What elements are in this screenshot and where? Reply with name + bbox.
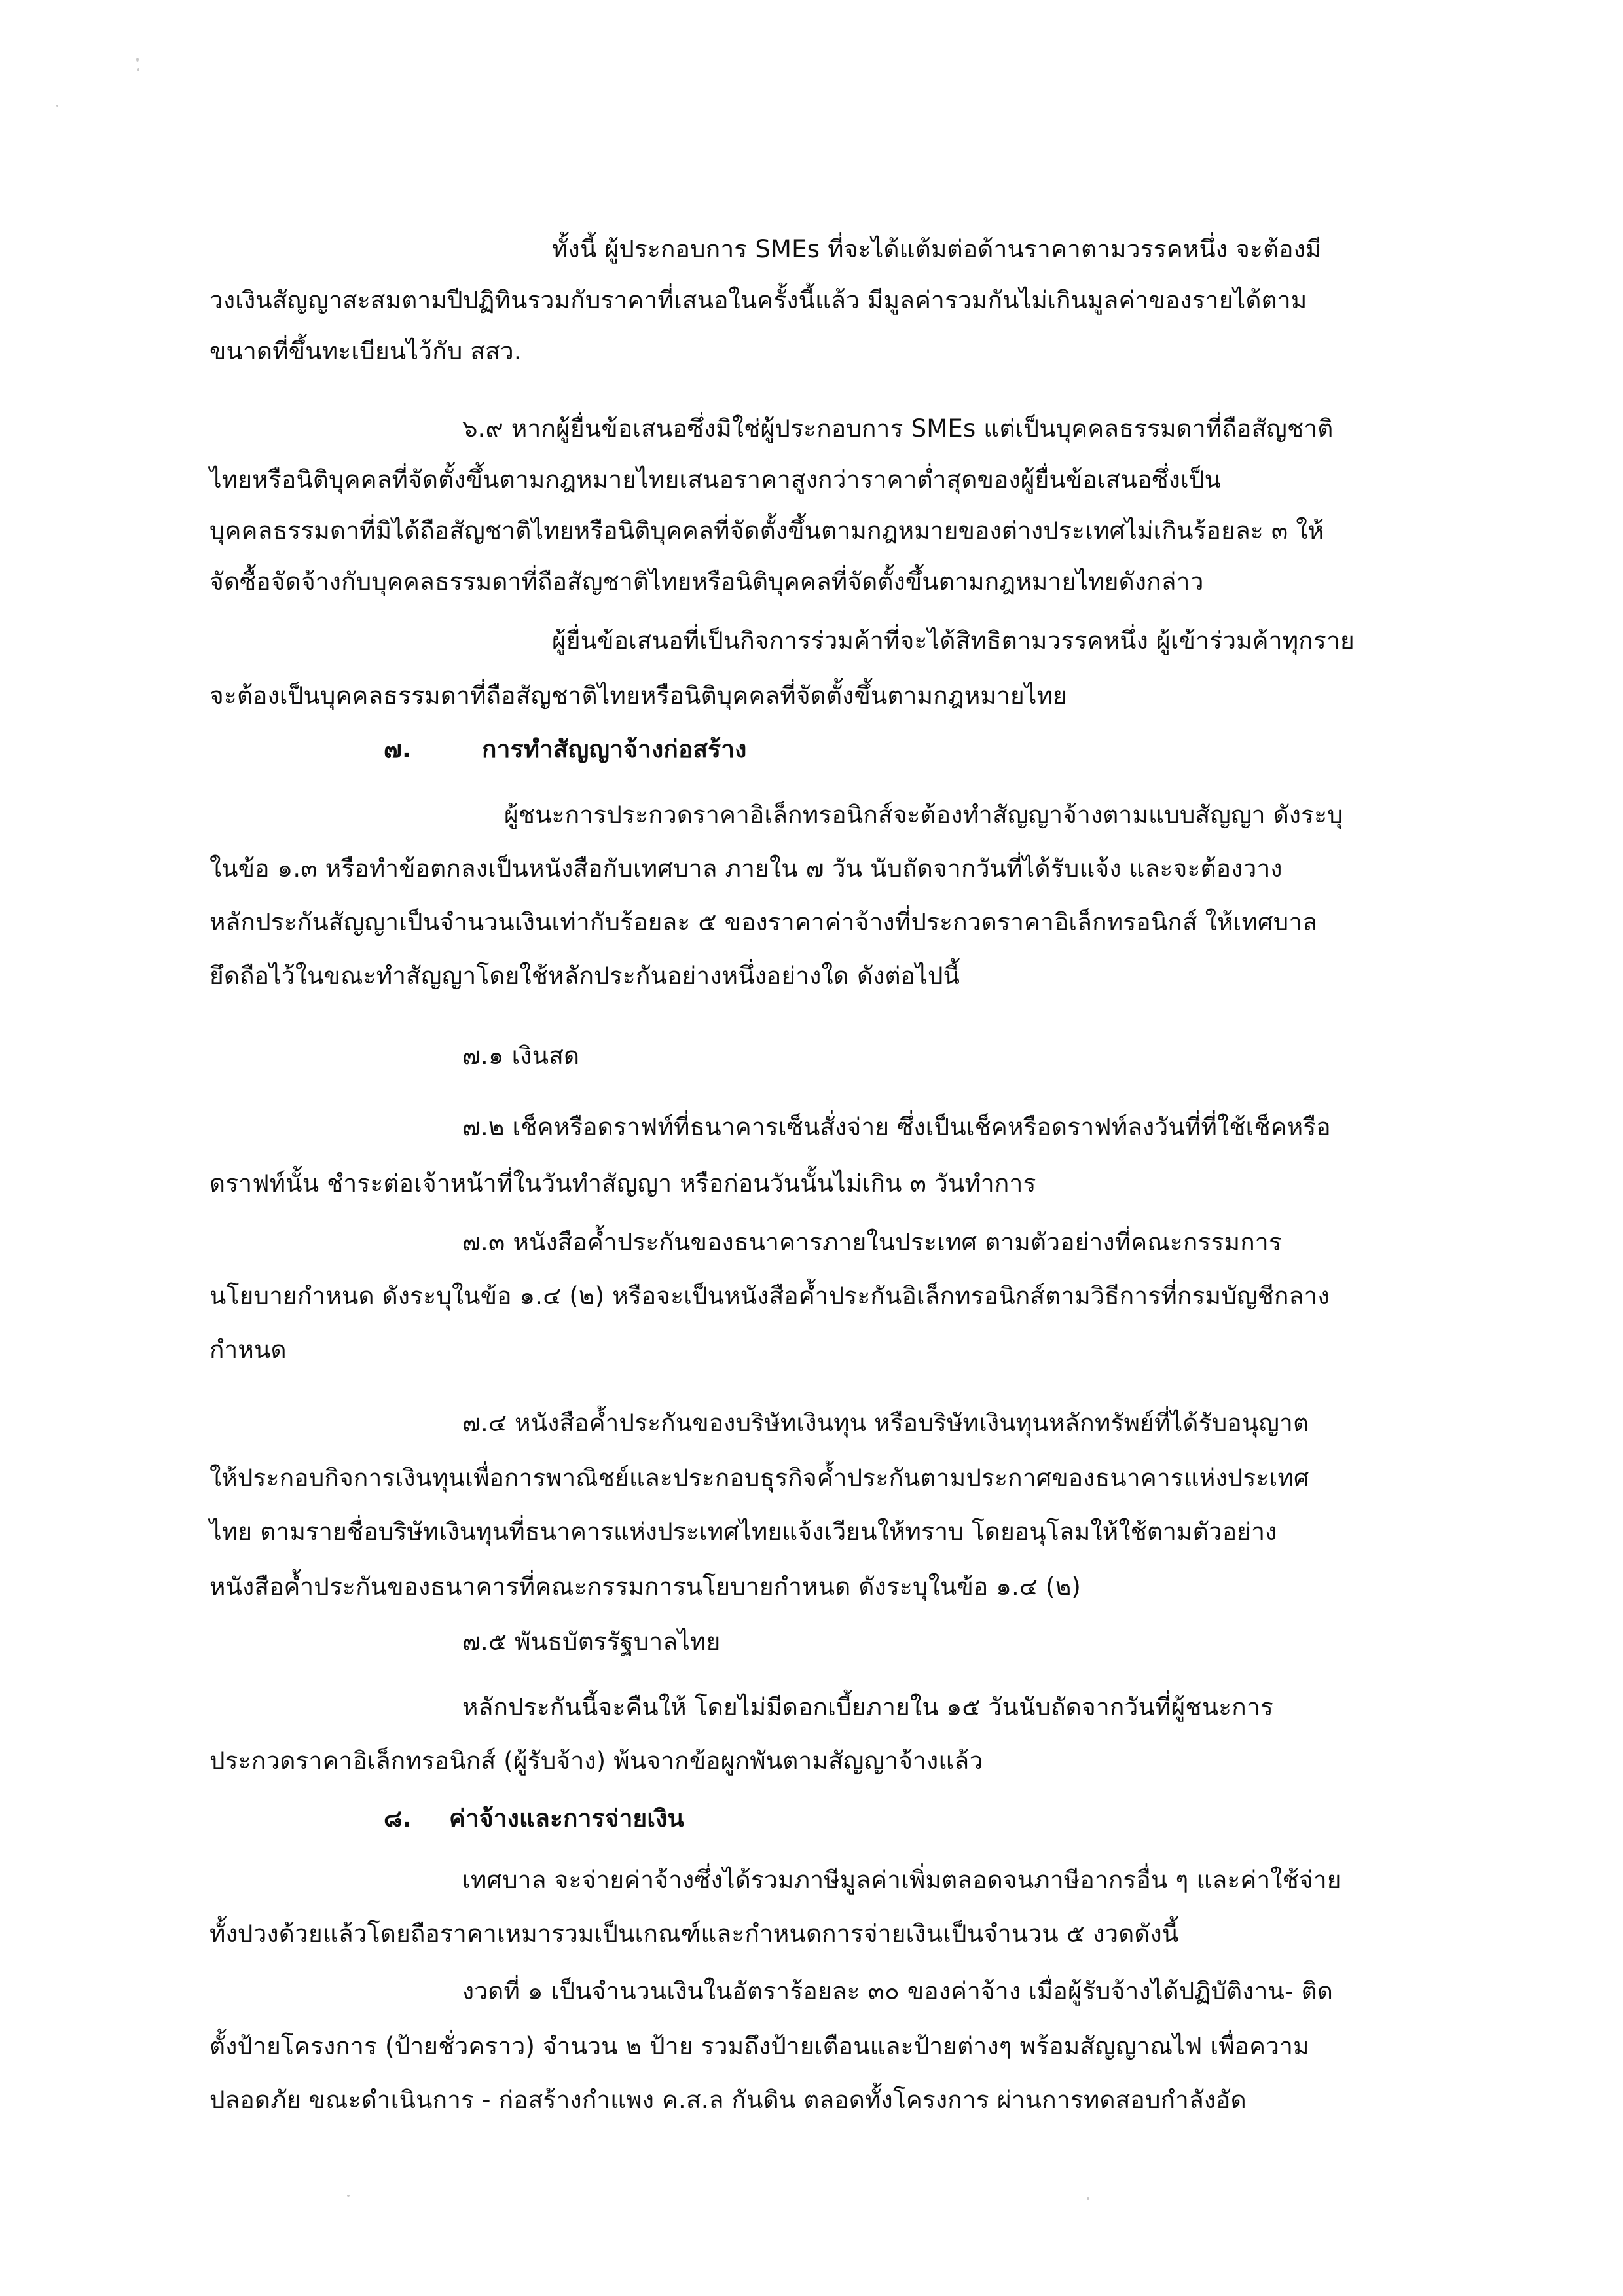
scan-speck — [347, 2195, 350, 2197]
section-heading — [384, 1800, 684, 1837]
paragraph-line: บุคคลธรรมดาที่มิได้ถือสัญชาติไทยหรือนิติบุคคลที่จัดตั้งขึ้นตามกฎหมายของต่างประเทศไม่เกินร้อยละ ๓ ให้ — [210, 517, 1324, 545]
list-item: ๗.๔ หนังสือค้ำประกันของบริษัทเงินทุน หรือบริษัทเงินทุนหลักทรัพย์ที่ได้รับอนุญาต — [462, 1409, 1309, 1437]
paragraph-line: ทั้งนี้ ผู้ประกอบการ SMEs ที่จะได้แต้มต่อด้านราคาตามวรรคหนึ่ง จะต้องมี — [552, 235, 1322, 263]
paragraph-line: ไทย ตามรายชื่อบริษัทเงินทุนที่ธนาคารแห่งประเทศไทยแจ้งเวียนให้ทราบ โดยอนุโลมให้ใช้ตามตัวอย่าง — [210, 1518, 1277, 1546]
paragraph-line: เทศบาล จะจ่ายค่าจ้างซึ่งได้รวมภาษีมูลค่าเพิ่มตลอดจนภาษีอากรอื่น ๆ และค่าใช้จ่าย — [462, 1866, 1341, 1894]
paragraph-line: ให้ประกอบกิจการเงินทุนเพื่อการพาณิชย์และประกอบธุรกิจค้ำประกันตามประกาศของธนาคารแห่งประเทศ — [210, 1464, 1309, 1492]
paragraph-line: หลักประกันสัญญาเป็นจำนวนเงินเท่ากับร้อยละ ๕ ของราคาค่าจ้างที่ประกวดราคาอิเล็กทรอนิกส์ ให้เทศบาล — [210, 908, 1318, 936]
paragraph-line: หนังสือค้ำประกันของธนาคารที่คณะกรรมการนโยบายกำหนด ดังระบุในข้อ ๑.๔ (๒) — [210, 1573, 1082, 1601]
paragraph-line: จะต้องเป็นบุคคลธรรมดาที่ถือสัญชาติไทยหรือนิติบุคคลที่จัดตั้งขึ้นตามกฎหมายไทย — [210, 682, 1068, 710]
list-item: ๗.๕ พันธบัตรรัฐบาลไทย — [462, 1628, 721, 1656]
paragraph-line: ประกวดราคาอิเล็กทรอนิกส์ (ผู้รับจ้าง) พ้นจากข้อผูกพันตามสัญญาจ้างแล้ว — [210, 1747, 983, 1775]
paragraph-line: ปลอดภัย ขณะดำเนินการ - ก่อสร้างกำแพง ค.ส.ล กันดิน ตลอดทั้งโครงการ ผ่านการทดสอบกำลังอัด — [210, 2086, 1247, 2114]
paragraph-line: หลักประกันนี้จะคืนให้ โดยไม่มีดอกเบี้ยภายใน ๑๕ วันนับถัดจากวันที่ผู้ชนะการ — [462, 1693, 1273, 1721]
paragraph-line: ในข้อ ๑.๓ หรือทำข้อตกลงเป็นหนังสือกับเทศบาล ภายใน ๗ วัน นับถัดจากวันที่ได้รับแจ้ง และจะต้องวาง — [210, 854, 1283, 883]
scan-speck — [1087, 2197, 1089, 2200]
section-title: ค่าจ้างและการจ่ายเงิน — [449, 1804, 685, 1832]
paragraph-line: ดราฟท์นั้น ชำระต่อเจ้าหน้าที่ในวันทำสัญญา หรือก่อนวันนั้นไม่เกิน ๓ วันทำการ — [210, 1169, 1036, 1197]
list-item: ๗.๓ หนังสือค้ำประกันของธนาคารภายในประเทศ ตามตัวอย่างที่คณะกรรมการ — [462, 1228, 1282, 1256]
paragraph-line: ผู้ชนะการประกวดราคาอิเล็กทรอนิกส์จะต้องทำสัญญาจ้างตามแบบสัญญา ดังระบุ — [504, 801, 1343, 829]
paragraph-line: จัดซื้อจัดจ้างกับบุคคลธรรมดาที่ถือสัญชาติไทยหรือนิติบุคคลที่จัดตั้งขึ้นตามกฎหมายไทยดังกล่าว — [210, 568, 1204, 596]
paragraph-line: ไทยหรือนิติบุคคลที่จัดตั้งขึ้นตามกฎหมายไทยเสนอราคาสูงกว่าราคาต่ำสุดของผู้ยื่นข้อเสนอซึ่งเป็น — [210, 465, 1222, 494]
section-heading — [384, 731, 746, 768]
scan-speck — [56, 105, 58, 107]
scan-speck — [136, 58, 139, 62]
section-title: การทำสัญญาจ้างก่อสร้าง — [482, 735, 747, 763]
scan-speck — [137, 68, 139, 71]
paragraph-line: ๖.๙ หากผู้ยื่นข้อเสนอซึ่งมิใช่ผู้ประกอบการ SMEs แต่เป็นบุคคลธรรมดาที่ถือสัญชาติ — [462, 414, 1334, 443]
paragraph-line: ตั้งป้ายโครงการ (ป้ายชั่วคราว) จำนวน ๒ ป้าย รวมถึงป้ายเตือนและป้ายต่างๆ พร้อมสัญญาณไฟ เพื่อความ — [210, 2032, 1309, 2060]
paragraph-line: ผู้ยื่นข้อเสนอที่เป็นกิจการร่วมค้าที่จะได้สิทธิตามวรรคหนึ่ง ผู้เข้าร่วมค้าทุกราย — [552, 627, 1355, 655]
paragraph-line: ยึดถือไว้ในขณะทำสัญญาโดยใช้หลักประกันอย่างหนึ่งอย่างใด ดังต่อไปนี้ — [210, 962, 960, 990]
paragraph-line: วงเงินสัญญาสะสมตามปีปฏิทินรวมกับราคาที่เสนอในครั้งนี้แล้ว มีมูลค่ารวมกันไม่เกินมูลค่าของรายได้ตาม — [210, 286, 1307, 314]
paragraph-line: กำหนด — [210, 1336, 287, 1364]
list-item: ๗.๒ เช็คหรือดราฟท์ที่ธนาคารเซ็นสั่งจ่าย ซึ่งเป็นเช็คหรือดราฟท์ลงวันที่ที่ใช้เช็คหรือ — [462, 1113, 1331, 1141]
section-number: ๘. — [384, 1804, 412, 1832]
paragraph-line: ขนาดที่ขึ้นทะเบียนไว้กับ สสว. — [210, 337, 522, 365]
section-number: ๗. — [384, 735, 412, 763]
paragraph-line: ทั้งปวงด้วยแล้วโดยถือราคาเหมารวมเป็นเกณฑ์และกำหนดการจ่ายเงินเป็นจำนวน ๕ งวดดังนี้ — [210, 1920, 1179, 1948]
list-item: ๗.๑ เงินสด — [462, 1042, 580, 1070]
paragraph-line: งวดที่ ๑ เป็นจำนวนเงินในอัตราร้อยละ ๓๐ ของค่าจ้าง เมื่อผู้รับจ้างได้ปฏิบัติงาน- ติด — [462, 1977, 1334, 2005]
paragraph-line: นโยบายกำหนด ดังระบุในข้อ ๑.๔ (๒) หรือจะเป็นหนังสือค้ำประกันอิเล็กทรอนิกส์ตามวิธีการที่กรมบัญชีกลาง — [210, 1282, 1330, 1310]
